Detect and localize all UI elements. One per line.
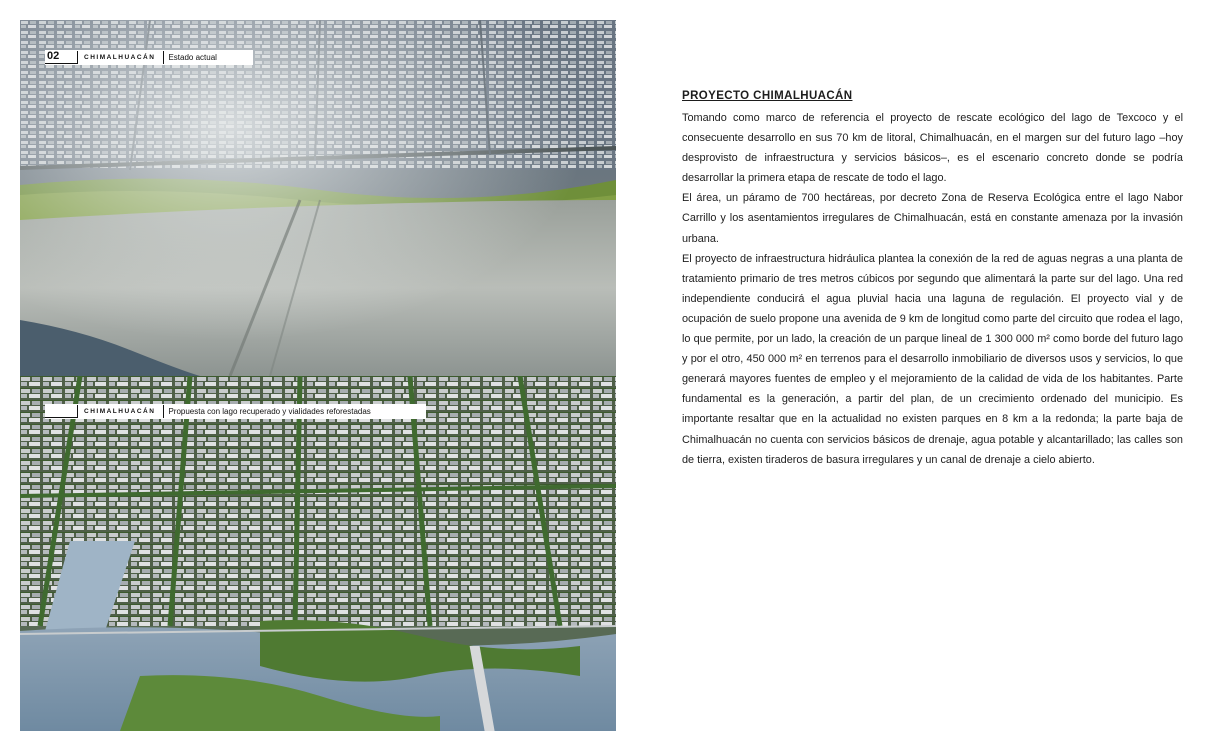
figure-description: Estado actual <box>168 53 217 62</box>
aerial-photo-current-state <box>20 20 616 376</box>
figure-number: 02 <box>45 51 77 64</box>
aerial-photo-proposal <box>20 376 616 731</box>
article-body <box>682 88 1183 470</box>
article-paragraph: El proyecto de infraestructura hidráulica plantea la conexión de la red de aguas negras a una planta de tratamiento primario de tres metros cúbicos por segundo que alimentará la parte sur del lago. Una red independiente conducirá el agua pluvial hacia una laguna de regulación. El proyecto vial y de ocupación de suelo propone una avenida de 9 km de longitud como parte del circuito que rodea el lago, lo que permite, por un lado, la creación de un parque lineal de 1 300 000 m² como borde del futuro lago y por el otro, 450 000 m² en terrenos para el desarrollo inmobiliario de diversos usos y servicios, lo que generará mayores fuentes de empleo y el mejoramiento de la calidad de vida de los habitantes. Parte fundamental es la generación, a partir del plan, de un crecimiento ordenado del municipio. Es importante resaltar que en la actualidad no existen parques en 8 km a la redonda; la parte baja de Chimalhuacán no cuenta con servicios básicos de drenaje, agua potable y alcantarillado; las calles son de tierra, existen tiraderos de basura irregulares y un canal de drenaje a cielo abierto. <box>682 252 1183 466</box>
article-paragraph: El área, un páramo de 700 hectáreas, por decreto Zona de Reserva Ecológica entre el lago Nabor Carrillo y los asentamientos irregulares de Chimalhuacán, está en constante amenaza por la invasión urbana. <box>682 192 1183 245</box>
figure-number <box>45 405 77 418</box>
figure-caption-top <box>45 50 253 65</box>
figure-description: Propuesta con lago recuperado y vialidades reforestadas <box>168 407 371 416</box>
figure-place: CHIMALHUACÁN <box>84 408 156 415</box>
article-paragraph: Tomando como marco de referencia el proyecto de rescate ecológico del lago de Texcoco y el consecuente desarrollo en sus 70 km de litoral, Chimalhuacán, en el margen sur del futuro lago –hoy desprovisto de infraestructura y servicios básicos–, es el escenario concreto donde se podría desarrollar la primera etapa de rescate de todo el lago. <box>682 112 1183 185</box>
figure-caption-bottom <box>45 404 426 419</box>
article-title: PROYECTO CHIMALHUACÁN <box>682 90 853 102</box>
figure-place: CHIMALHUACÁN <box>84 54 156 61</box>
